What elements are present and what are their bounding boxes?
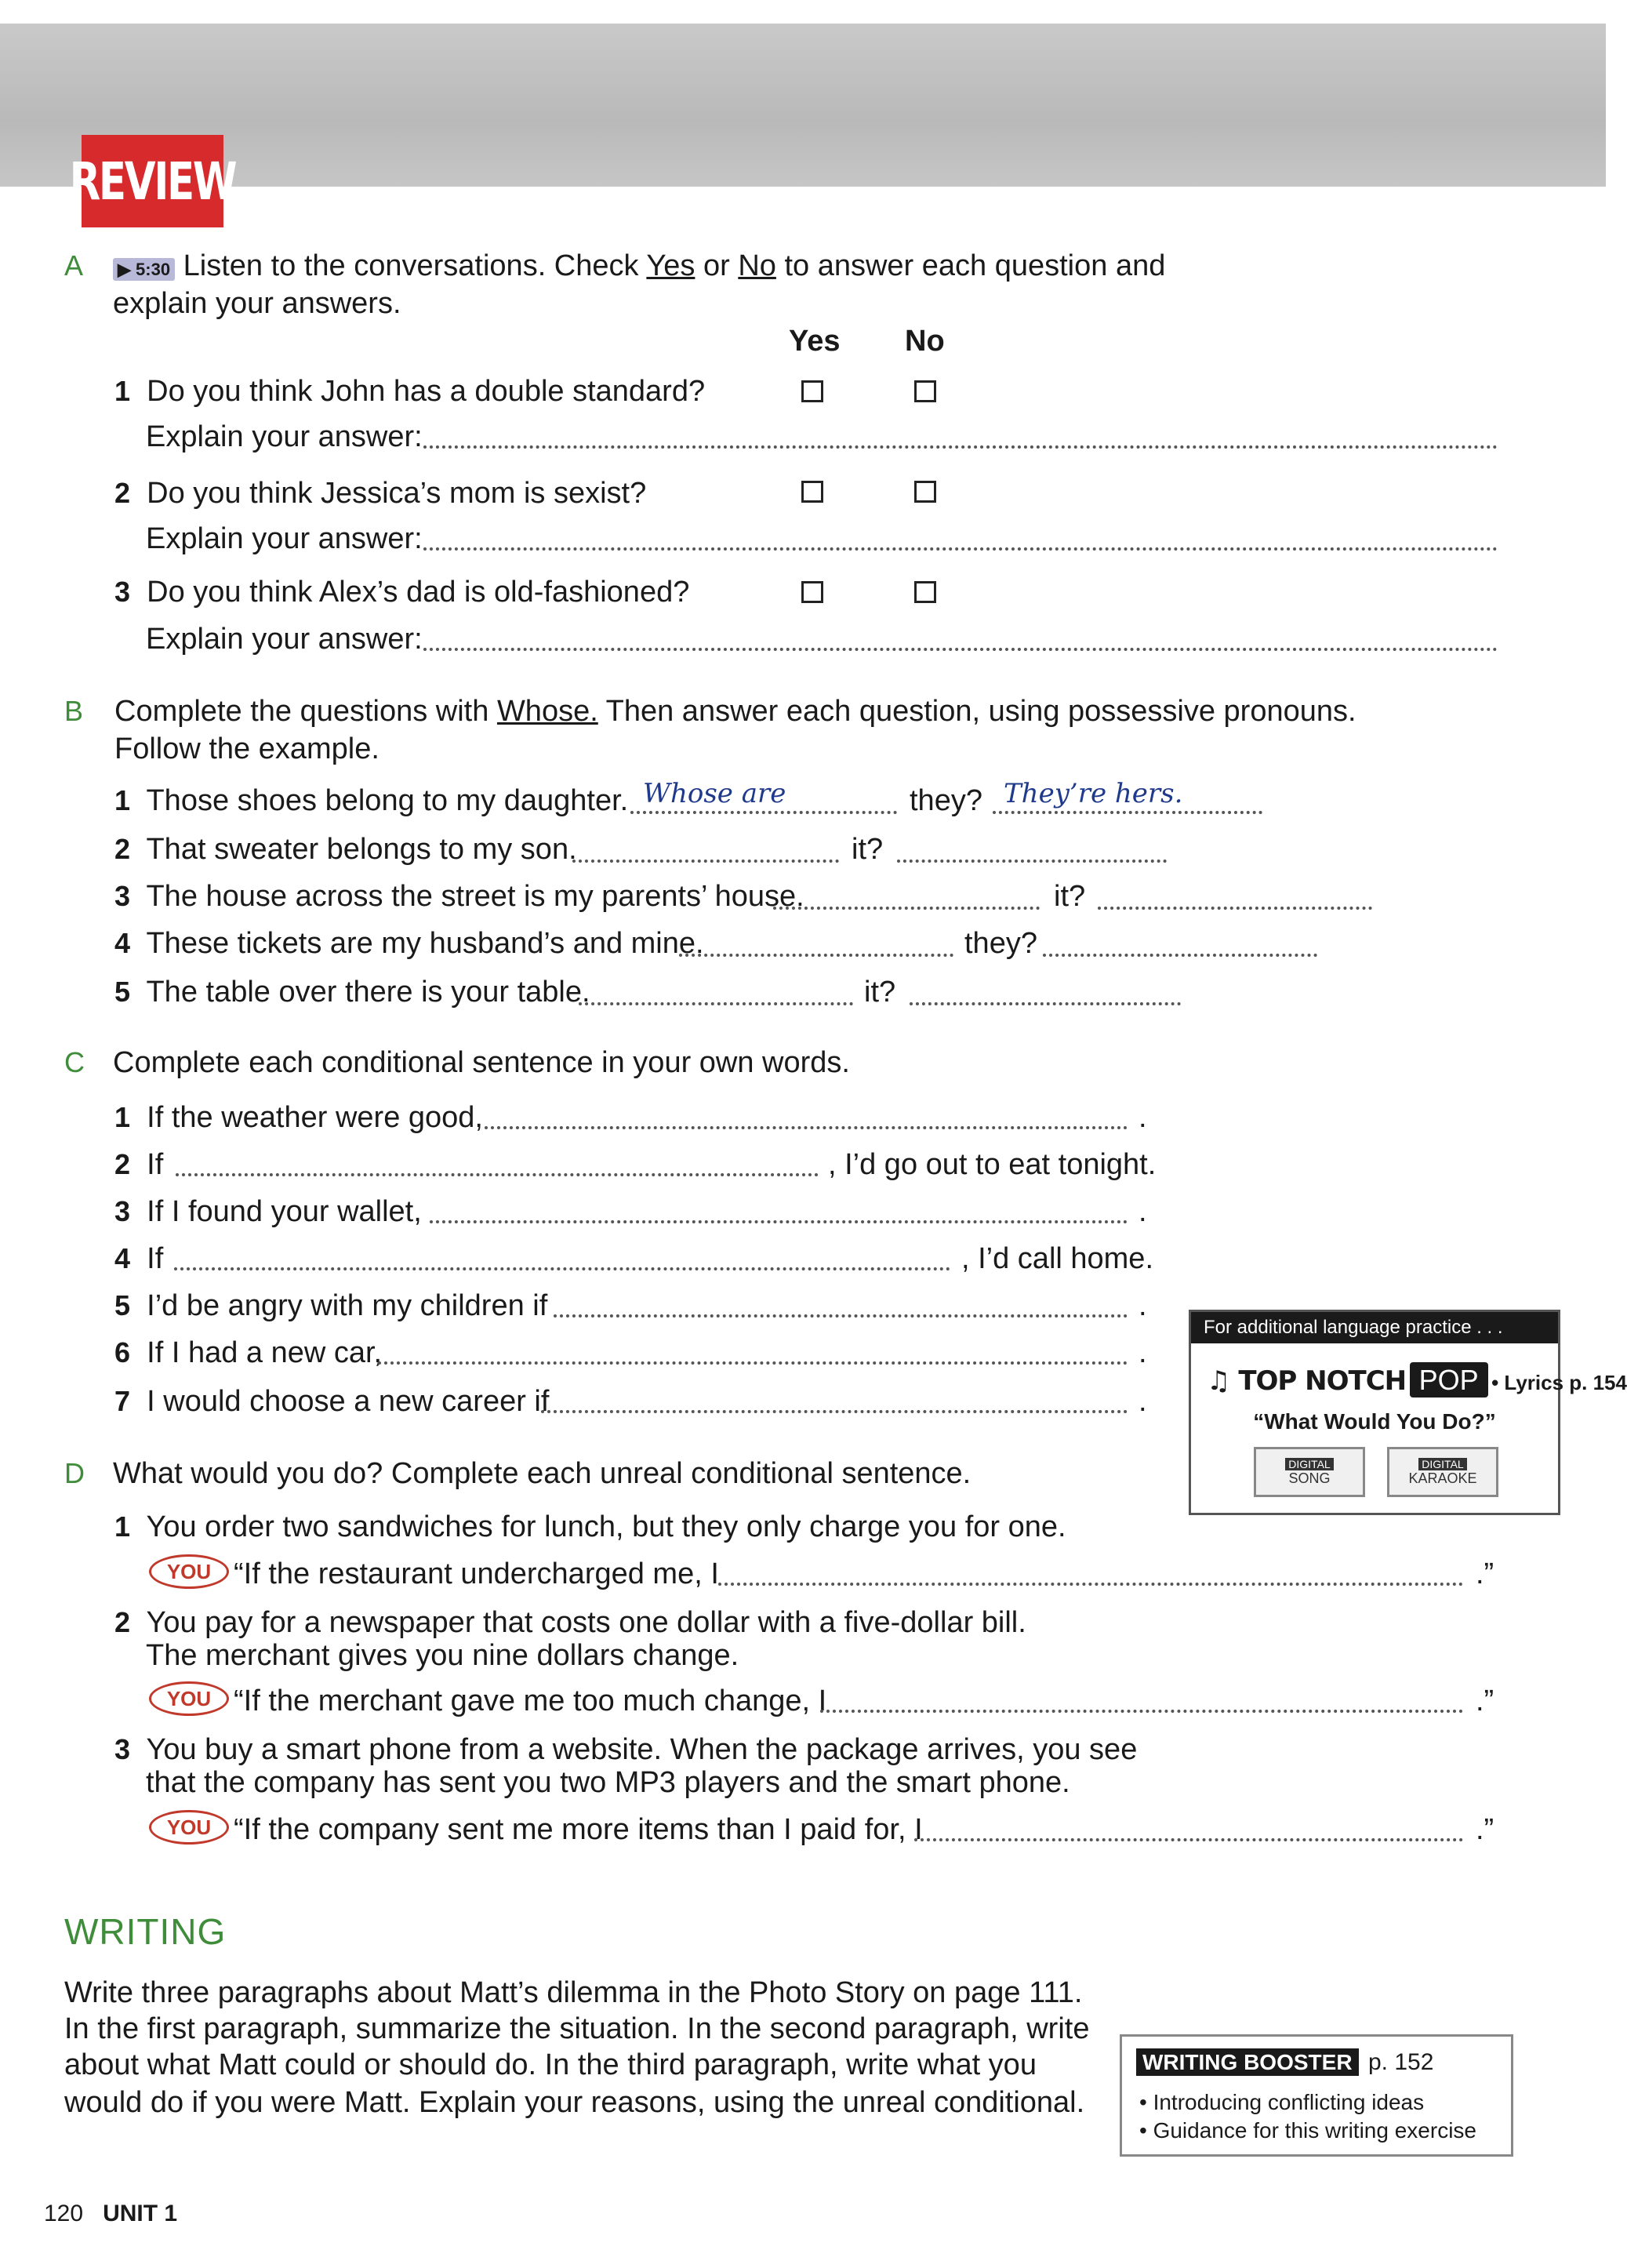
section-b-letter: B bbox=[64, 695, 84, 727]
section-b-q-3: it? bbox=[1054, 880, 1086, 913]
section-c-item-1: 1 If the weather were good, bbox=[114, 1101, 483, 1134]
section-c-item-4-end: , I’d call home. bbox=[961, 1242, 1153, 1275]
explain-answer-line-1[interactable] bbox=[423, 445, 1498, 449]
section-a-instruction-line1: ▶ 5:30 Listen to the conversations. Check Yes or No to answer each question and bbox=[113, 248, 1165, 288]
top-notch-logo: ♫ TOP NOTCH bbox=[1207, 1365, 1407, 1397]
explain-answer-line-3[interactable] bbox=[423, 648, 1498, 651]
whose-blank-1[interactable] bbox=[630, 811, 897, 814]
conditional-blank-3[interactable] bbox=[430, 1220, 1128, 1223]
section-d-prompt-1: “If the restaurant undercharged me, I bbox=[234, 1557, 719, 1590]
audio-track-badge[interactable]: ▶ 5:30 bbox=[113, 258, 175, 281]
writing-line-3: about what Matt could or should do. In the third paragraph, write what you bbox=[64, 2048, 1037, 2081]
section-b-instruction-line2: Follow the example. bbox=[114, 732, 380, 765]
section-c-item-3: 3 If I found your wallet, bbox=[114, 1195, 422, 1228]
whose-blank-3[interactable] bbox=[773, 907, 1040, 910]
section-c-item-6-end: . bbox=[1139, 1336, 1147, 1369]
section-a-question-2: 2 Do you think Jessica’s mom is sexist? bbox=[114, 477, 647, 510]
section-c-item-1-end: . bbox=[1139, 1101, 1147, 1134]
section-b-item-4: 4 These tickets are my husband’s and mine. bbox=[114, 927, 704, 960]
section-c-letter: C bbox=[64, 1046, 85, 1078]
you-badge-2: YOU bbox=[149, 1681, 229, 1716]
review-badge: REVIEW bbox=[82, 135, 223, 227]
yes-checkbox-3[interactable] bbox=[801, 581, 823, 603]
digital-song-button[interactable]: DIGITAL SONG bbox=[1254, 1447, 1365, 1497]
conditional-blank-7[interactable] bbox=[541, 1410, 1128, 1413]
header-band bbox=[0, 24, 1606, 187]
answer-blank-5[interactable] bbox=[910, 1002, 1181, 1005]
writing-booster-box bbox=[1120, 2034, 1513, 2157]
section-c-item-7: 7 I would choose a new career if bbox=[114, 1385, 550, 1418]
no-checkbox-1[interactable] bbox=[914, 380, 936, 402]
conditional-blank-5[interactable] bbox=[554, 1314, 1128, 1318]
column-no-header: No bbox=[905, 325, 945, 358]
digital-karaoke-button[interactable]: DIGITAL KARAOKE bbox=[1387, 1447, 1498, 1497]
section-b-q-5: it? bbox=[864, 976, 896, 1009]
section-c-item-7-end: . bbox=[1139, 1385, 1147, 1418]
unreal-answer-blank-3[interactable] bbox=[914, 1838, 1463, 1841]
section-c-item-2-end: , I’d go out to eat tonight. bbox=[828, 1148, 1157, 1181]
explain-label-2: Explain your answer: bbox=[146, 522, 423, 555]
side-box-header: For additional language practice . . . bbox=[1191, 1312, 1558, 1343]
section-c-item-5-end: . bbox=[1139, 1289, 1147, 1322]
answer-blank-3[interactable] bbox=[1098, 907, 1372, 910]
pop-badge: POP bbox=[1410, 1362, 1488, 1398]
close-quote-1: .” bbox=[1476, 1557, 1494, 1590]
lyrics-page: • Lyrics p. 154 bbox=[1491, 1371, 1627, 1394]
writing-booster-page[interactable]: p. 152 bbox=[1368, 2049, 1434, 2075]
close-quote-2: .” bbox=[1476, 1685, 1494, 1717]
section-a-instruction-line2: explain your answers. bbox=[113, 287, 401, 320]
example-whose-answer: Whose are bbox=[643, 778, 786, 809]
explain-label-1: Explain your answer: bbox=[146, 420, 423, 453]
whose-blank-2[interactable] bbox=[572, 860, 839, 863]
section-d-item-2-line2: The merchant gives you nine dollars change. bbox=[146, 1639, 739, 1672]
no-checkbox-2[interactable] bbox=[914, 481, 936, 503]
close-quote-3: .” bbox=[1476, 1813, 1494, 1846]
writing-line-2: In the first paragraph, summarize the situation. In the second paragraph, write bbox=[64, 2012, 1090, 2045]
unit-label: UNIT 1 bbox=[103, 2201, 178, 2226]
top-notch-pop-box bbox=[1189, 1310, 1627, 1515]
conditional-blank-1[interactable] bbox=[485, 1126, 1128, 1129]
section-c-item-6: 6 If I had a new car, bbox=[114, 1336, 383, 1369]
section-b-q-4: they? bbox=[964, 927, 1037, 960]
section-c-item-5: 5 I’d be angry with my children if bbox=[114, 1289, 548, 1322]
no-checkbox-3[interactable] bbox=[914, 581, 936, 603]
section-c-item-4: 4 If bbox=[114, 1242, 164, 1275]
section-d-item-2-line1: 2 You pay for a newspaper that costs one dollar with a five-dollar bill. bbox=[114, 1606, 1026, 1639]
booster-item-2: • Guidance for this writing exercise bbox=[1139, 2118, 1476, 2143]
answer-blank-4[interactable] bbox=[1043, 954, 1317, 957]
answer-blank-1[interactable] bbox=[993, 811, 1262, 814]
unreal-answer-blank-2[interactable] bbox=[820, 1710, 1463, 1713]
writing-line-4: would do if you were Matt. Explain your reasons, using the unreal conditional. bbox=[64, 2086, 1085, 2119]
conditional-blank-6[interactable] bbox=[378, 1361, 1128, 1365]
explain-label-3: Explain your answer: bbox=[146, 623, 423, 656]
section-a-letter: A bbox=[64, 249, 84, 282]
section-c-item-2: 2 If bbox=[114, 1148, 164, 1181]
section-d-item-3-line1: 3 You buy a smart phone from a website. When the package arrives, you see bbox=[114, 1733, 1138, 1766]
writing-booster-label: WRITING BOOSTER bbox=[1136, 2048, 1359, 2076]
section-d-item-1: 1 You order two sandwiches for lunch, but they only charge you for one. bbox=[114, 1510, 1066, 1543]
whose-blank-4[interactable] bbox=[679, 954, 953, 957]
page-number: 120 bbox=[44, 2201, 84, 2226]
section-a-question-1: 1 Do you think John has a double standard? bbox=[114, 375, 706, 408]
section-d-prompt-2: “If the merchant gave me too much change, I bbox=[234, 1685, 827, 1717]
example-pronoun-answer: They’re hers. bbox=[1004, 778, 1183, 809]
section-b-item-1: 1 Those shoes belong to my daughter. bbox=[114, 784, 629, 817]
section-b-q-1: they? bbox=[910, 784, 982, 817]
section-c-instruction: Complete each conditional sentence in your own words. bbox=[113, 1046, 850, 1079]
whose-blank-5[interactable] bbox=[579, 1002, 853, 1005]
answer-blank-2[interactable] bbox=[897, 860, 1167, 863]
conditional-blank-4[interactable] bbox=[174, 1267, 950, 1270]
you-badge-3: YOU bbox=[149, 1810, 229, 1845]
you-badge-1: YOU bbox=[149, 1554, 229, 1589]
column-yes-header: Yes bbox=[789, 325, 841, 358]
section-d-item-3-line2: that the company has sent you two MP3 players and the smart phone. bbox=[146, 1766, 1070, 1799]
section-d-instruction: What would you do? Complete each unreal conditional sentence. bbox=[113, 1457, 971, 1490]
writing-line-1: Write three paragraphs about Matt’s dilemma in the Photo Story on page 111. bbox=[64, 1976, 1083, 2009]
yes-checkbox-2[interactable] bbox=[801, 481, 823, 503]
conditional-blank-2[interactable] bbox=[176, 1173, 819, 1176]
writing-title: WRITING bbox=[64, 1911, 227, 1952]
explain-answer-line-2[interactable] bbox=[423, 547, 1498, 551]
yes-checkbox-1[interactable] bbox=[801, 380, 823, 402]
section-b-instruction-line1: Complete the questions with Whose. Then answer each question, using possessive pronouns. bbox=[114, 695, 1356, 728]
unreal-answer-blank-1[interactable] bbox=[718, 1583, 1463, 1586]
page-footer bbox=[44, 2201, 177, 2227]
booster-item-1: • Introducing conflicting ideas bbox=[1139, 2090, 1425, 2114]
section-d-letter: D bbox=[64, 1457, 85, 1489]
song-title: “What Would You Do?” bbox=[1253, 1409, 1496, 1434]
section-b-item-2: 2 That sweater belongs to my son. bbox=[114, 833, 577, 866]
section-c-item-3-end: . bbox=[1139, 1195, 1147, 1228]
section-d-prompt-3: “If the company sent me more items than I paid for, I bbox=[234, 1813, 923, 1846]
section-b-item-3: 3 The house across the street is my parents’ house. bbox=[114, 880, 804, 913]
section-a-question-3: 3 Do you think Alex’s dad is old-fashioned? bbox=[114, 576, 690, 609]
section-b-q-2: it? bbox=[852, 833, 884, 866]
section-b-item-5: 5 The table over there is your table. bbox=[114, 976, 590, 1009]
